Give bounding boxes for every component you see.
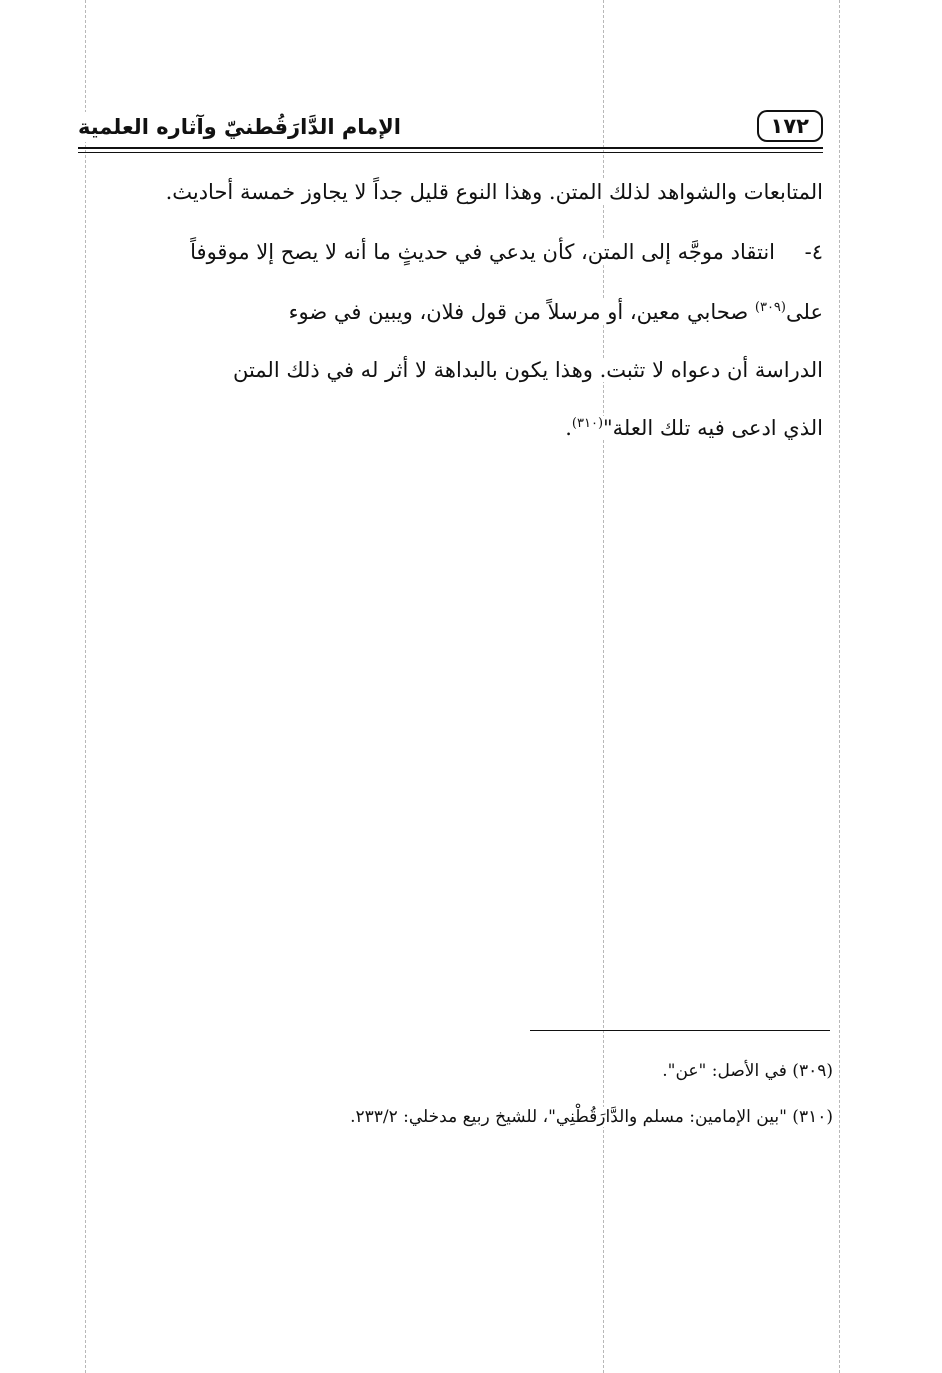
footnote-310: [350, 1098, 833, 1136]
footnote-text: (٣١٠) "بين الإمامين: مسلم والدَّارَقُطْنِي"، للشيخ ربيع مدخلي: ٢٣٣/٢.: [350, 1107, 833, 1127]
book-title: الإمام الدَّارَقُطنيّ وآثاره العلمية: [78, 112, 401, 142]
footnote-ref-310[interactable]: (٣١٠): [571, 416, 604, 431]
scan-guide-line: [839, 0, 840, 1373]
page-header: [78, 108, 823, 148]
header-rule-thin: [78, 152, 823, 153]
footnote-text: (٣٠٩) في الأصل: "عن".: [662, 1061, 833, 1081]
paragraph-line-2: انتقاد موجَّه إلى المتن، كأن يدعي في حديثٍ ما أنه لا يصح إلا موقوفاً: [190, 240, 775, 264]
page-number-badge: ١٧٢: [757, 110, 823, 142]
text-line: [78, 290, 871, 334]
text-line: [78, 406, 871, 450]
paragraph-line-4: الدراسة أن دعواه لا تثبت. وهذا يكون بالبداهة لا أثر له في ذلك المتن: [232, 358, 823, 382]
paragraph-line-3a: على: [786, 300, 823, 324]
text-line: [78, 170, 823, 214]
paragraph-line-1: المتابعات والشواهد لذلك المتن. وهذا النوع قليل جداً لا يجاوز خمسة أحاديث.: [165, 180, 823, 204]
list-marker: ٤-: [804, 240, 823, 264]
footnote-separator: [530, 1030, 830, 1031]
footnote-309: [662, 1052, 833, 1090]
paragraph-line-5b: .: [565, 416, 572, 440]
list-item-4: [78, 230, 823, 274]
footnote-ref-309[interactable]: (٣٠٩): [754, 300, 786, 315]
paragraph-line-3b: صحابي معين، أو مرسلاً من قول فلان، ويبين في ضوء: [288, 300, 749, 324]
text-line: [78, 348, 871, 392]
header-rule: [78, 147, 823, 149]
paragraph-line-5a: الذي ادعى فيه تلك العلة": [603, 416, 823, 440]
